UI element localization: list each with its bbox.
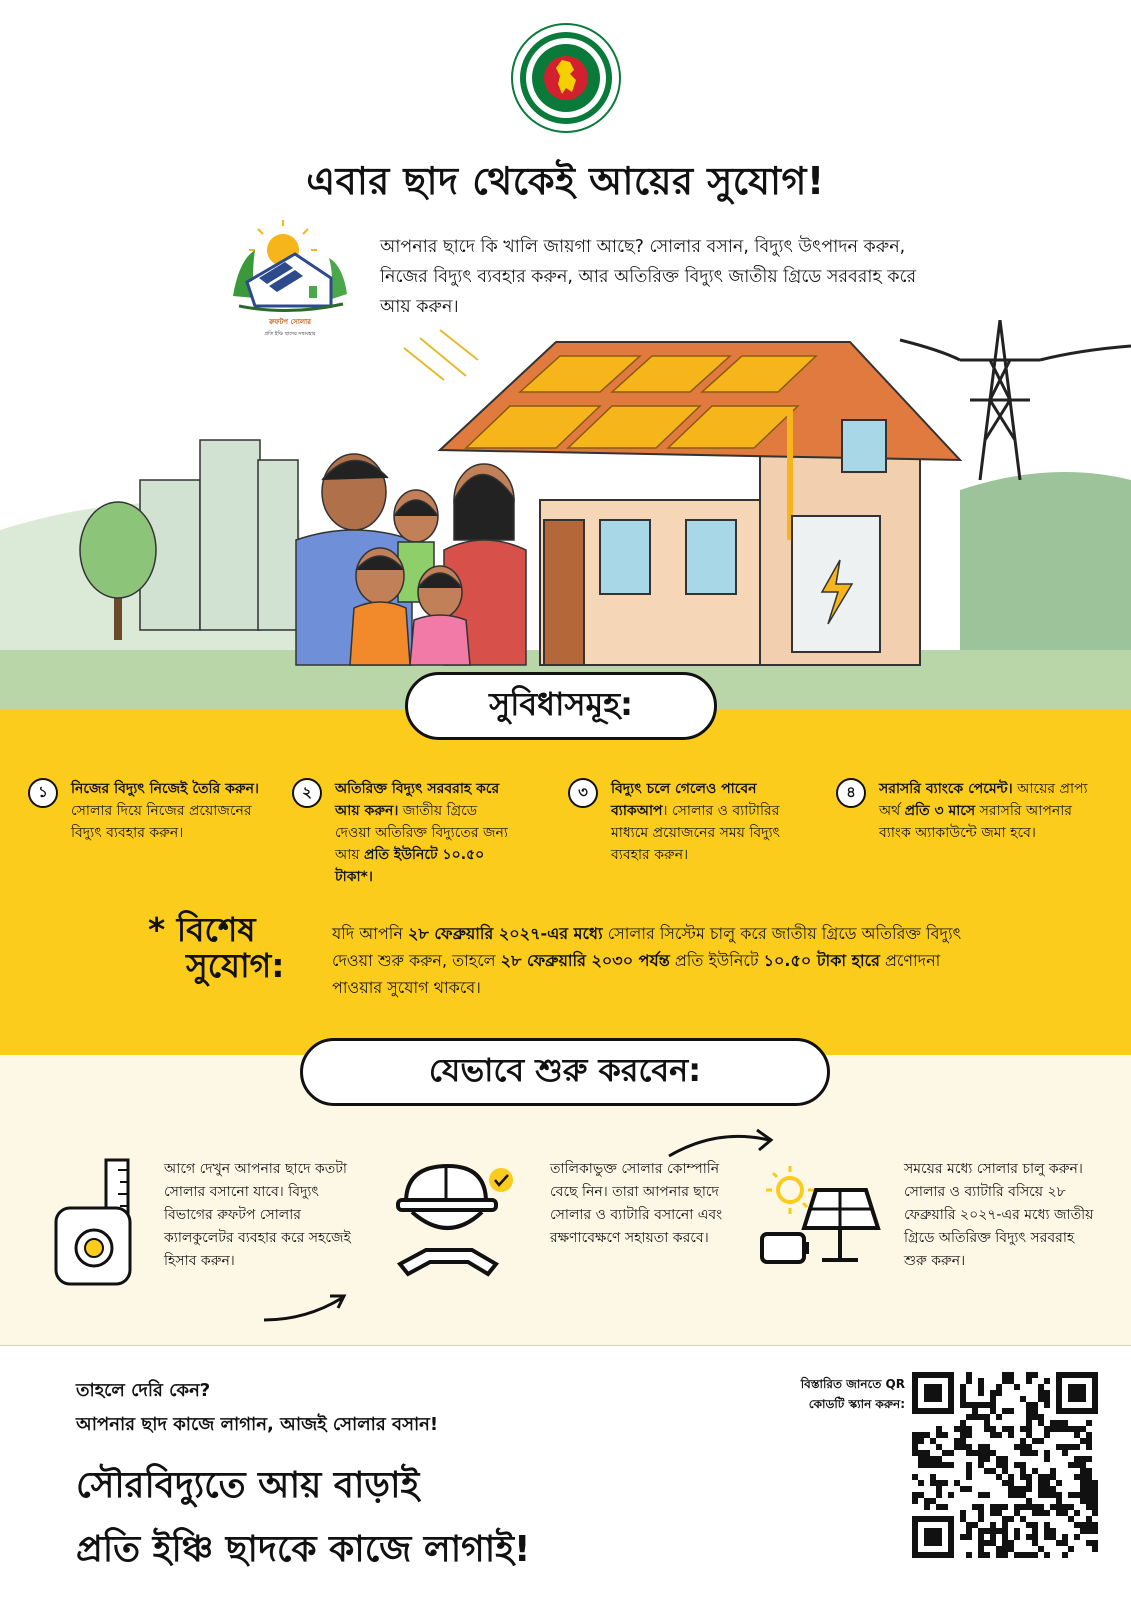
benefits-section xyxy=(0,710,1131,1055)
benefit-title: সরাসরি ব্যাংকে পেমেন্ট। xyxy=(879,781,1013,797)
engineer-icon xyxy=(388,1158,514,1284)
special-text-part: প্রণোদনা পাওয়ার সুযোগ থাকবে। xyxy=(332,951,941,997)
cta-action: আপনার ছাদ কাজে লাগান, আজই সোলার বসান! xyxy=(76,1414,439,1435)
family-icon xyxy=(296,454,526,665)
government-emblem xyxy=(510,22,622,134)
special-end-date: ২৮ ফেব্রুয়ারি ২০৩০ পর্যন্ত xyxy=(500,951,670,970)
special-offer-label xyxy=(148,912,323,984)
benefit-title: নিজের বিদ্যুৎ নিজেই তৈরি করুন। xyxy=(71,781,259,797)
logo-caption-2: প্রতি ইঞ্চি ছাদের সদ্ব্যবহার xyxy=(264,331,316,337)
slogan-line-1: সৌরবিদ্যুতে আয় বাড়াই xyxy=(76,1465,420,1506)
special-deadline: ২৮ ফেব্রুয়ারি ২০২৭-এর মধ্যে xyxy=(408,924,603,943)
divider xyxy=(0,1345,1131,1346)
cta-question: তাহলে দেরি কেন? xyxy=(76,1380,211,1401)
benefit-item-2 xyxy=(292,778,542,888)
city-buildings-icon xyxy=(140,440,298,630)
benefit-highlight: প্রতি ৩ মাসে xyxy=(904,803,976,819)
logo-caption-1: রুফটপ সোলার xyxy=(268,318,312,326)
benefit-desc-2: সরাসরি আপনার ব্যাংক অ্যাকাউন্টে জমা হবে। xyxy=(879,803,1073,841)
benefit-desc: সোলার দিয়ে নিজের প্রয়োজনের বিদ্যুৎ ব্যবহার করুন। xyxy=(71,803,252,841)
special-rate: ১০.৫০ টাকা হারে xyxy=(763,951,880,970)
solar-battery-icon xyxy=(760,1160,890,1280)
special-text-part: যদি আপনি xyxy=(332,924,409,943)
benefit-number: ১ xyxy=(28,778,58,808)
benefit-item-4 xyxy=(836,778,1086,844)
arrow-icon xyxy=(665,1128,775,1164)
benefit-desc: আয়ের প্রাপ্য অর্থ xyxy=(879,781,1088,819)
qr-instruction: বিস্তারিত জানতে QR কোডটি স্ক্যান করুন: xyxy=(800,1377,905,1411)
intro-text: আপনার ছাদে কি খালি জায়গা আছে? সোলার বসান, বিদ্যুৎ উৎপাদন করুন, নিজের বিদ্যুৎ ব্যবহার করুন, আর অতিরিক্ত বিদ্যুৎ জাতীয় গ্রিডে সরবরাহ করে আয় করুন। xyxy=(380,237,917,317)
benefit-number: ৪ xyxy=(836,778,866,808)
tape-measure-icon xyxy=(54,1158,134,1290)
benefit-highlight: প্রতি ইউনিটে ১০.৫০ টাকা*। xyxy=(335,847,485,885)
step-2-text: তালিকাভুক্ত সোলার কোম্পানি বেছে নিন। তারা আপনার ছাদে সোলার ও ব্যাটারি বসানো এবং রক্ষণাবেক্ষণে সহায়তা করবে। xyxy=(550,1161,723,1246)
benefit-title: বিদ্যুৎ চলে গেলেও পাবেন ব্যাকআপ xyxy=(611,781,757,819)
benefit-title: অতিরিক্ত বিদ্যুৎ সরবরাহ করে আয় করুন। xyxy=(335,781,500,819)
arrow-icon xyxy=(260,1290,350,1326)
benefit-number: ২ xyxy=(292,778,322,808)
sun-rays-icon xyxy=(404,330,478,380)
benefit-desc: জাতীয় গ্রিডে দেওয়া অতিরিক্ত বিদ্যুতের জন্য আয় xyxy=(335,803,508,863)
special-label-line-1: * বিশেষ xyxy=(148,910,256,949)
special-text-part: প্রতি ইউনিটে xyxy=(669,951,764,970)
benefit-desc: । সোলার ও ব্যাটারির মাধ্যমে প্রয়োজনের সময় বিদ্যুৎ ব্যবহার করুন। xyxy=(611,803,781,863)
step-3-text: সময়ের মধ্যে সোলার চালু করুন। সোলার ও ব্যাটারি বসিয়ে ২৮ ফেব্রুয়ারি ২০২৭-এর মধ্যে জাতীয় গ্রিডে অতিরিক্ত বিদ্যুৎ সরবরাহ শুরু করুন। xyxy=(904,1161,1094,1269)
step-1-text: আগে দেখুন আপনার ছাদে কতটা সোলার বসানো যাবে। বিদ্যুৎ বিভাগের রুফটপ সোলার ক্যালকুলেটর ব্যবহার করে সহজেই হিসাব করুন। xyxy=(164,1161,351,1269)
qr-code[interactable] xyxy=(912,1372,1098,1558)
benefit-item-1 xyxy=(28,778,278,844)
special-offer-text xyxy=(332,920,992,1001)
how-to-start-heading: যেভাবে শুরু করবেন: xyxy=(300,1038,830,1106)
family-solar-house-illustration xyxy=(0,320,1131,720)
benefit-number: ৩ xyxy=(568,778,598,808)
slogan-line-2: প্রতি ইঞ্চি ছাদকে কাজে লাগাই! xyxy=(76,1529,531,1570)
special-label-line-2: সুযোগ: xyxy=(186,946,285,985)
main-headline: এবার ছাদ থেকেই আয়ের সুযোগ! xyxy=(306,159,825,203)
special-text-part: সোলার সিস্টেম চালু করে জাতীয় গ্রিডে অতিরিক্ত বিদ্যুৎ দেওয়া শুরু করুন, তাহলে xyxy=(332,924,962,970)
benefits-heading: সুবিধাসমূহ: xyxy=(405,672,717,740)
benefit-item-3 xyxy=(568,778,818,866)
